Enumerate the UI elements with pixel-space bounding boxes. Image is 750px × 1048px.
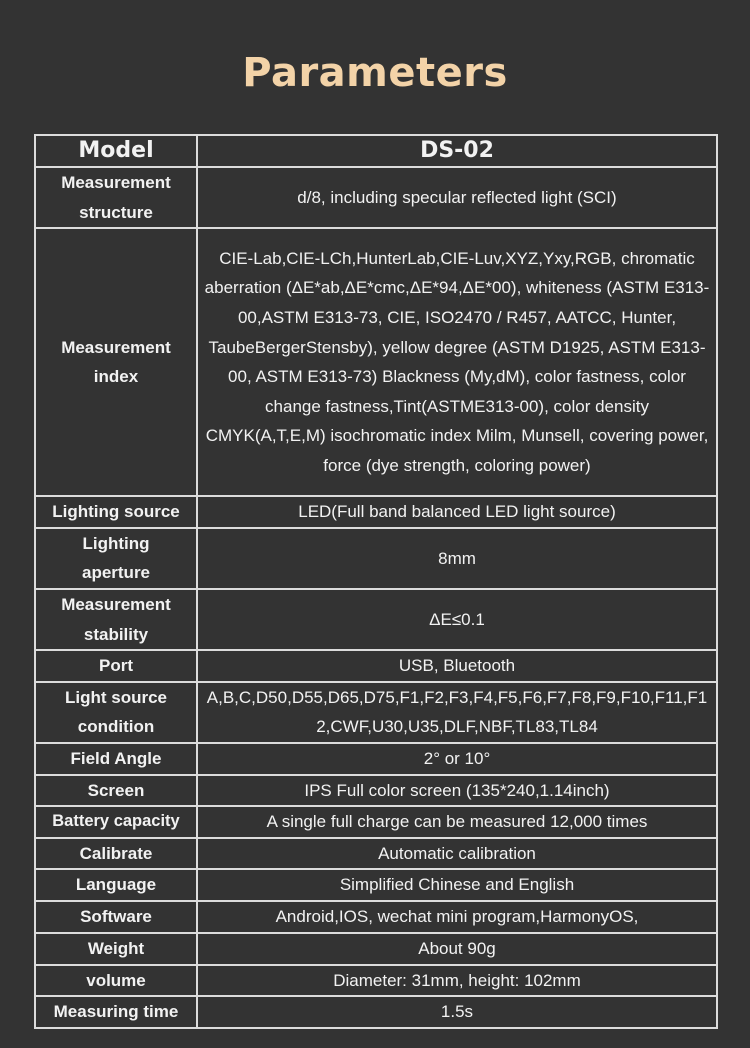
row-value: 2° or 10° xyxy=(197,743,717,775)
table-row xyxy=(35,650,717,682)
table-row xyxy=(35,743,717,775)
row-label: Calibrate xyxy=(35,838,197,870)
row-label: Battery capacity xyxy=(35,806,197,838)
table-row xyxy=(35,496,717,528)
row-label: Measuring time xyxy=(35,996,197,1028)
row-value: A,B,C,D50,D55,D65,D75,F1,F2,F3,F4,F5,F6,F7,F8,F9,F10,F11,F12,CWF,U30,U35,DLF,NBF,TL83,TL84 xyxy=(197,682,717,743)
row-value: IPS Full color screen (135*240,1.14inch) xyxy=(197,775,717,807)
row-label: Port xyxy=(35,650,197,682)
row-label: Lighting aperture xyxy=(35,528,197,589)
row-value: 8mm xyxy=(197,528,717,589)
table-row xyxy=(35,996,717,1028)
table-row xyxy=(35,228,717,496)
row-value: LED(Full band balanced LED light source) xyxy=(197,496,717,528)
table-row xyxy=(35,589,717,650)
table-row xyxy=(35,869,717,901)
table-row xyxy=(35,806,717,838)
row-value: About 90g xyxy=(197,933,717,965)
row-value: Automatic calibration xyxy=(197,838,717,870)
row-label: Measurement stability xyxy=(35,589,197,650)
table-row xyxy=(35,838,717,870)
page-title: Parameters xyxy=(242,50,508,96)
row-label: Light source condition xyxy=(35,682,197,743)
header-label: Model xyxy=(35,135,197,167)
row-value: Simplified Chinese and English xyxy=(197,869,717,901)
table-row xyxy=(35,528,717,589)
row-value: A single full charge can be measured 12,000 times xyxy=(197,806,717,838)
table-row xyxy=(35,682,717,743)
table-row xyxy=(35,167,717,228)
row-value: Diameter: 31mm, height: 102mm xyxy=(197,965,717,997)
table-row xyxy=(35,775,717,807)
table-row xyxy=(35,901,717,933)
row-label: volume xyxy=(35,965,197,997)
row-label: Measurement structure xyxy=(35,167,197,228)
row-label: Language xyxy=(35,869,197,901)
row-value: d/8, including specular reflected light (SCI) xyxy=(197,167,717,228)
row-value: CIE-Lab,CIE-LCh,HunterLab,CIE-Luv,XYZ,Yxy,RGB, chromatic aberration (ΔE*ab,ΔE*cmc,ΔE*94,ΔE*00), whiteness (ASTM E313-00,ASTM E313-73, CIE, ISO2470 / R457, AATCC, Hunter, TaubeBergerStensby), yellow degree (ASTM D1925, ASTM E313-00, ASTM E313-73) Blackness (My,dM), color fastness, color change fastness,Tint(ASTME313-00), color density CMYK(A,T,E,M) isochromatic index Milm, Munsell, covering power, force (dye strength, coloring power) xyxy=(197,228,717,496)
row-label: Field Angle xyxy=(35,743,197,775)
row-label: Screen xyxy=(35,775,197,807)
row-value: 1.5s xyxy=(197,996,717,1028)
table-row xyxy=(35,933,717,965)
row-label: Software xyxy=(35,901,197,933)
table-row xyxy=(35,965,717,997)
row-value: Android,IOS, wechat mini program,HarmonyOS, xyxy=(197,901,717,933)
header-value: DS-02 xyxy=(197,135,717,167)
parameters-table xyxy=(34,134,718,1029)
row-label: Lighting source xyxy=(35,496,197,528)
row-label: Measurement index xyxy=(35,228,197,496)
row-label: Weight xyxy=(35,933,197,965)
table-header-row xyxy=(35,135,717,167)
row-value: ΔE≤0.1 xyxy=(197,589,717,650)
row-value: USB, Bluetooth xyxy=(197,650,717,682)
